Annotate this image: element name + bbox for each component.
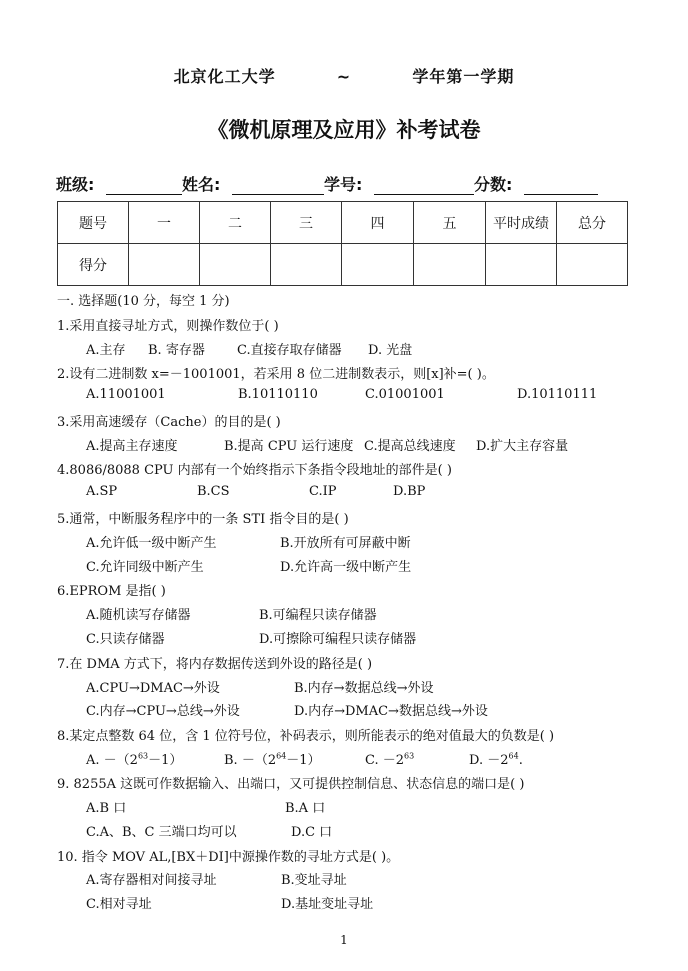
exam-title: 《微机原理及应用》补考试卷 <box>207 118 481 142</box>
table-header-cell: 平时成绩 <box>486 202 557 244</box>
page-number: 1 <box>340 933 348 947</box>
option-c: C.IP <box>309 484 337 499</box>
table-header-cell: 四 <box>342 202 414 244</box>
option-a: A.B 口 <box>86 801 127 816</box>
option-b: B.CS <box>197 484 230 499</box>
option-b: B.可编程只读存储器 <box>259 608 377 623</box>
class-label: 班级: <box>56 175 95 194</box>
option-d: D.扩大主存容量 <box>476 439 569 454</box>
option-d: D.可擦除可编程只读存储器 <box>259 632 417 647</box>
score-cell[interactable] <box>414 244 486 286</box>
option-d: D. $-2^{64}$. <box>469 751 523 768</box>
option-c: C.01001001 <box>365 387 445 402</box>
option-c: C.只读存储器 <box>86 632 165 647</box>
table-header-cell: 一 <box>129 202 200 244</box>
option-a: A.主存 <box>86 343 126 358</box>
student-id-blank[interactable] <box>374 178 474 195</box>
score-cell[interactable] <box>486 244 557 286</box>
exam-header <box>0 64 688 87</box>
question-stem: 1.采用直接寻址方式，则操作数位于( ) <box>57 319 279 334</box>
option-a: A. $-(2^{63}-1)$ <box>86 751 183 768</box>
question-stem: 7.在 DMA 方式下，将内存数据传送到外设的路径是( ) <box>57 657 373 672</box>
name-blank[interactable] <box>232 178 324 195</box>
score-table-score-row <box>58 244 628 286</box>
option-a: A.CPU→DMAC→外设 <box>86 681 220 696</box>
option-a: A.11001001 <box>86 387 166 402</box>
score-cell[interactable] <box>129 244 200 286</box>
option-a: A.寄存器相对间接寻址 <box>86 873 217 888</box>
score-cell[interactable] <box>200 244 271 286</box>
option-d: D.允许高一级中断产生 <box>280 560 412 575</box>
score-cell[interactable] <box>271 244 342 286</box>
table-header-cell: 二 <box>200 202 271 244</box>
score-table-header-row <box>58 202 628 244</box>
score-table <box>57 201 628 286</box>
score-cell[interactable] <box>342 244 414 286</box>
option-b: B.10110110 <box>238 387 318 402</box>
option-a: A.提高主存速度 <box>86 439 178 454</box>
table-header-cell: 总分 <box>557 202 628 244</box>
semester-label: 学年第一学期 <box>412 67 515 86</box>
option-b: B.内存→数据总线→外设 <box>294 681 434 696</box>
option-d: D.C 口 <box>291 825 333 840</box>
option-c: C.A、B、C 三端口均可以 <box>86 825 237 840</box>
option-d: D.内存→DMAC→数据总线→外设 <box>294 704 488 719</box>
score-row-label: 得分 <box>58 244 129 286</box>
question-stem: 2.设有二进制数 x=－1001001，若采用 8 位二进制数表示，则[x]补=( )。 <box>57 367 495 382</box>
score-blank[interactable] <box>524 178 598 195</box>
option-b: B. 寄存器 <box>148 343 205 358</box>
option-a: A.SP <box>86 484 118 499</box>
name-label: 姓名: <box>181 175 221 194</box>
question-stem: 5.通常，中断服务程序中的一条 STI 指令目的是( ) <box>57 512 349 527</box>
option-c: C. $-2^{63}$ <box>365 751 415 768</box>
table-header-cell: 题号 <box>58 202 129 244</box>
student-id-label: 学号: <box>323 175 363 194</box>
option-c: C.内存→CPU→总线→外设 <box>86 704 240 719</box>
option-b: B.提高 CPU 运行速度 <box>224 439 354 454</box>
option-d: D.BP <box>393 484 426 499</box>
option-c: C.直接存取存储器 <box>237 343 342 358</box>
option-a: A.随机读写存储器 <box>86 608 191 623</box>
score-cell[interactable] <box>557 244 628 286</box>
question-stem: 4.8086/8088 CPU 内部有一个始终指示下条指令段地址的部件是( ) <box>57 463 452 478</box>
question-stem: 6.EPROM 是指( ) <box>57 584 166 599</box>
option-b: B.开放所有可屏蔽中断 <box>280 536 411 551</box>
table-header-cell: 三 <box>271 202 342 244</box>
year-separator: ~ <box>336 67 352 86</box>
section-heading: 一. 选择题(10 分，每空 1 分) <box>57 294 230 309</box>
question-stem: 9. 8255A 这既可作数据输入、出端口，又可提供控制信息、状态信息的端口是( ) <box>57 777 525 792</box>
option-d: D.10110111 <box>517 387 598 402</box>
option-b: B.A 口 <box>285 801 326 816</box>
option-b: B.变址寻址 <box>281 873 347 888</box>
option-c: C.提高总线速度 <box>364 439 456 454</box>
class-blank[interactable] <box>106 178 182 195</box>
option-d: D. 光盘 <box>368 343 413 358</box>
question-stem: 3.采用高速缓存（Cache）的目的是( ) <box>57 415 281 430</box>
student-info-line <box>56 172 598 195</box>
question-stem: 8.某定点整数 64 位，含 1 位符号位，补码表示，则所能表示的绝对值最大的负数是( ) <box>57 729 555 744</box>
table-header-cell: 五 <box>414 202 486 244</box>
option-d: D.基址变址寻址 <box>281 897 374 912</box>
option-b: B. $-(2^{64}-1)$ <box>224 751 321 768</box>
option-c: C.允许同级中断产生 <box>86 560 204 575</box>
university-name: 北京化工大学 <box>173 67 276 86</box>
option-a: A.允许低一级中断产生 <box>86 536 217 551</box>
question-stem: 10. 指令 MOV AL,[BX＋DI]中源操作数的寻址方式是( )。 <box>57 850 400 865</box>
option-c: C.相对寻址 <box>86 897 152 912</box>
score-label: 分数: <box>473 175 513 194</box>
